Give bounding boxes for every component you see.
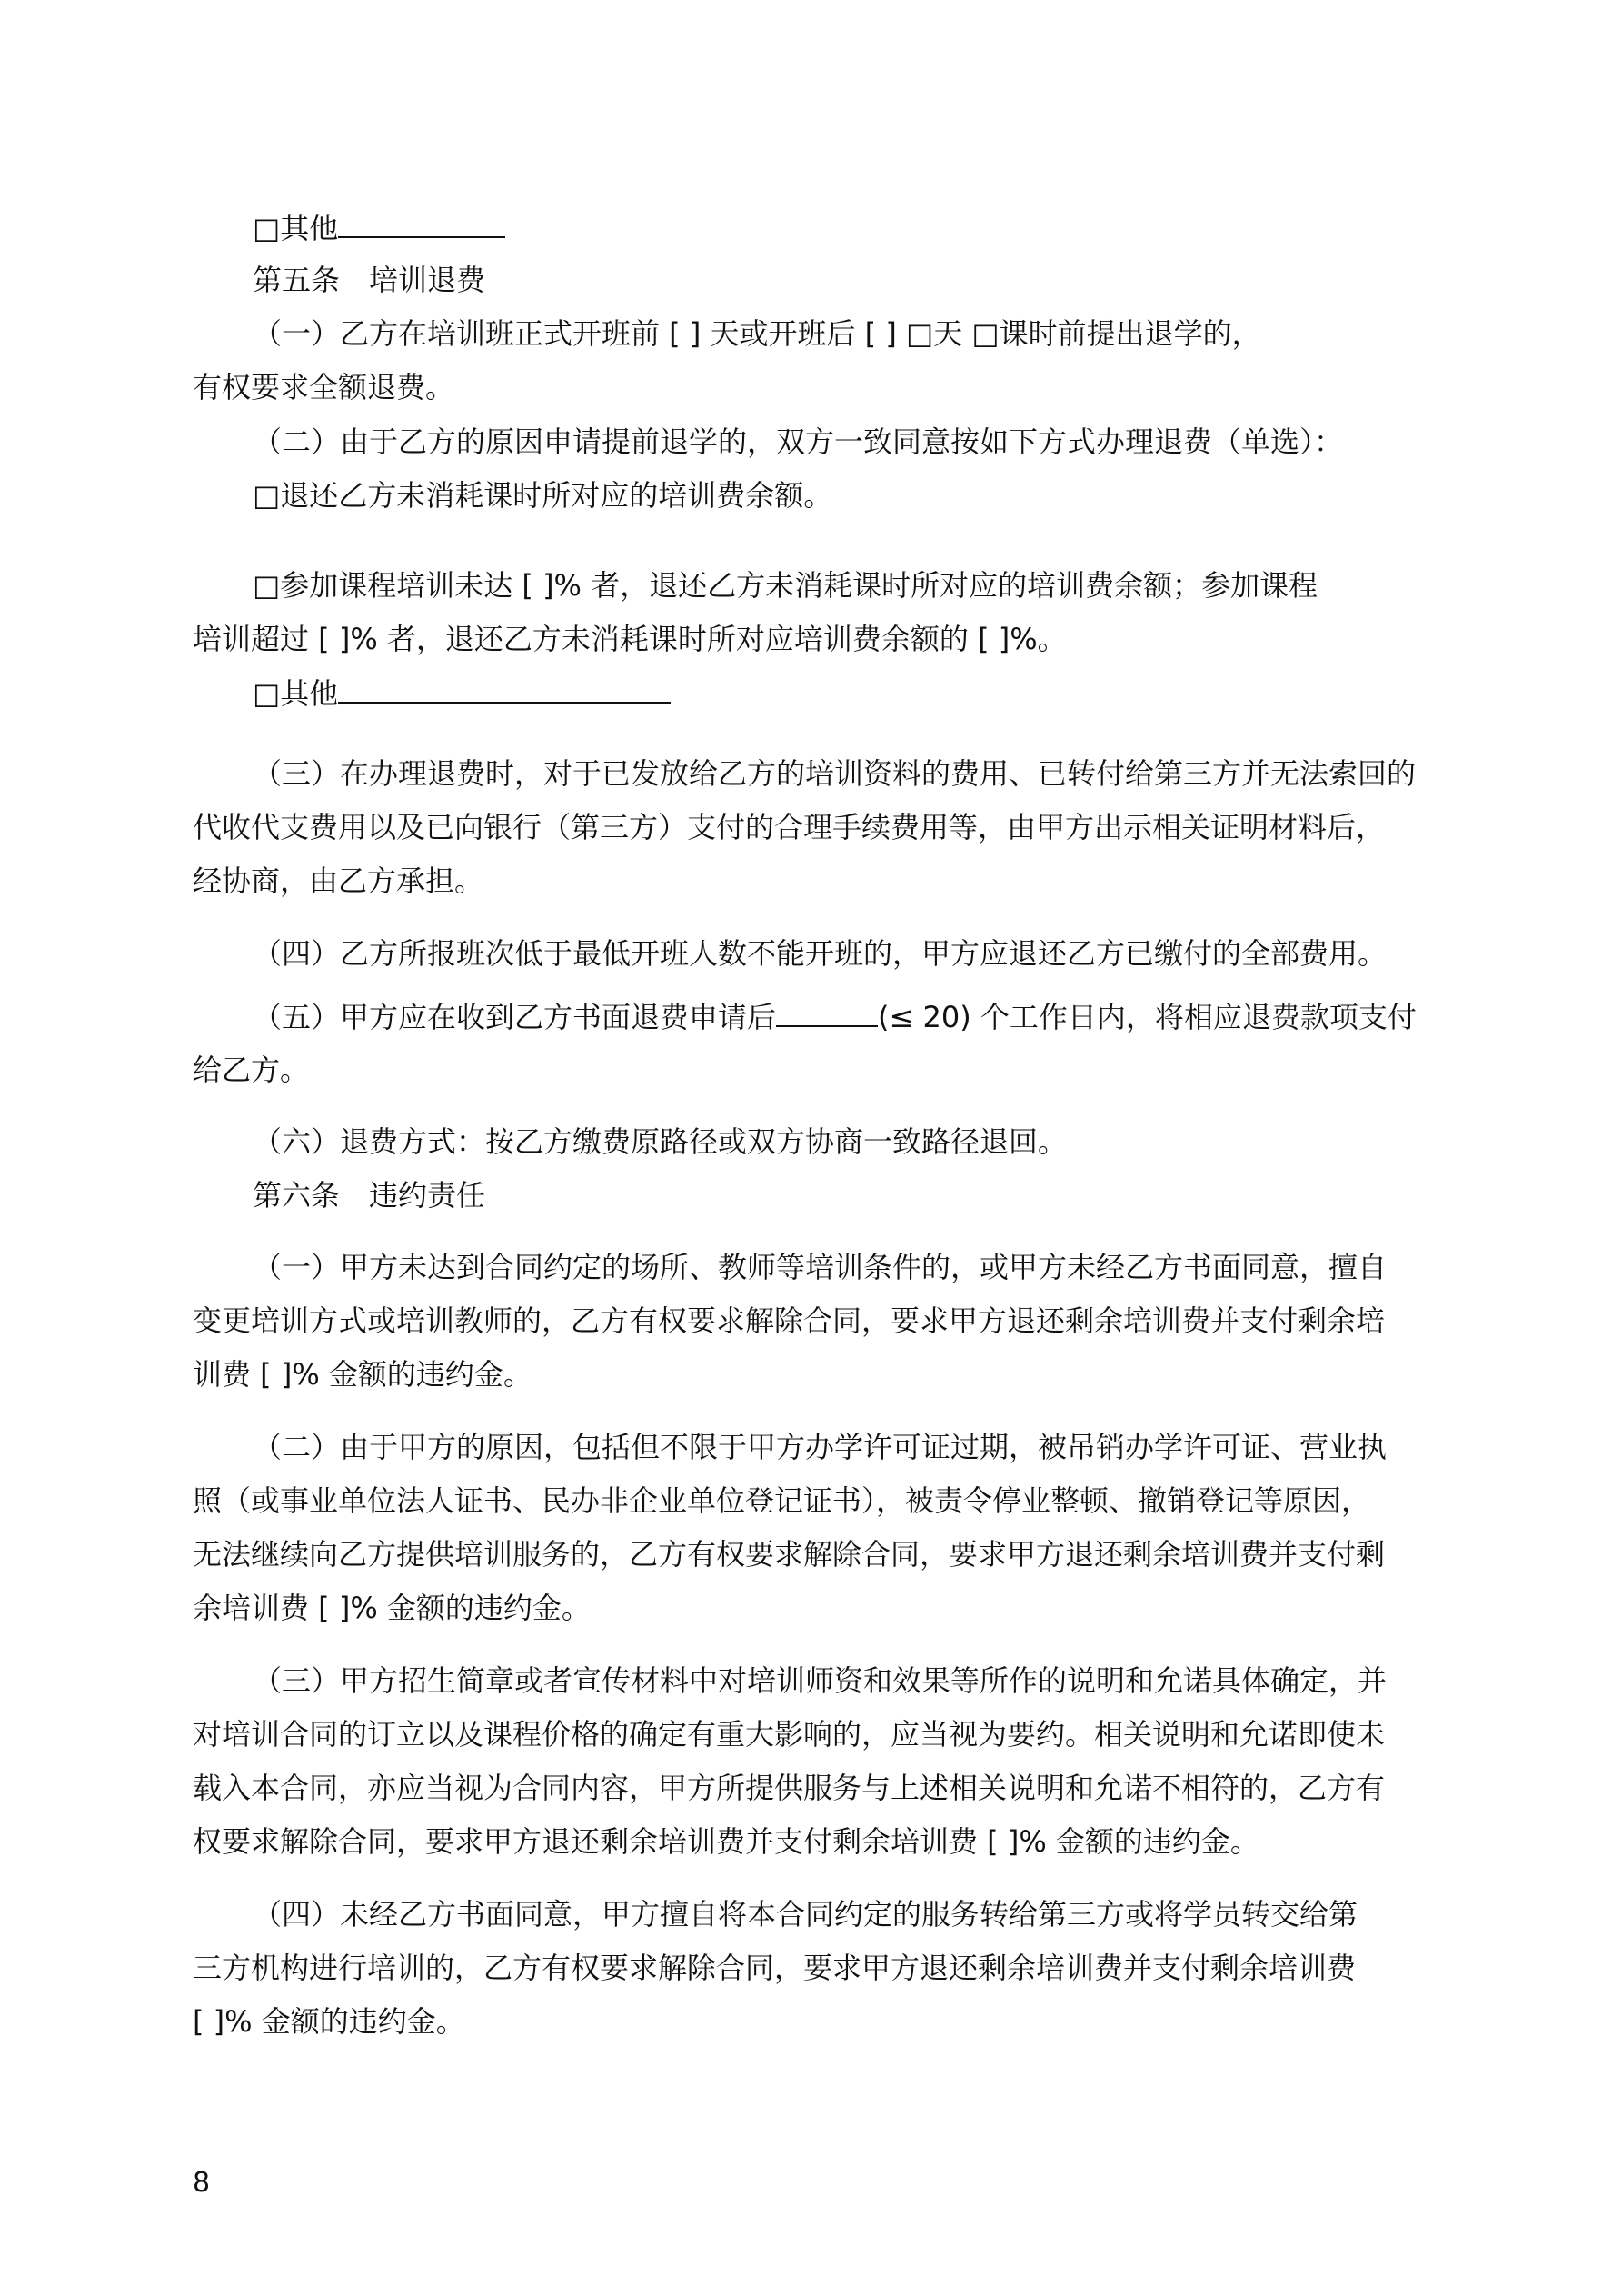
paragraph-line: （四）未经乙方书面同意，甲方擅自将本合同约定的服务转给第三方或将学员转交给第 [253,1897,1358,1932]
paragraph-line: 权要求解除合同，要求甲方退还剩余培训费并支付剩余培训费 [ ]% 金额的违约金。 [193,1824,1259,1859]
other-option-2: □其他 [253,674,671,712]
paragraph-line: （二）由于乙方的原因申请提前退学的，双方一致同意按如下方式办理退费（单选）： [253,424,1344,459]
paragraph-line: 有权要求全额退费。 [193,370,455,404]
paragraph-line: （三）甲方招生简章或者宣传材料中对培训师资和效果等所作的说明和允诺具体确定，并 [253,1663,1388,1698]
fill-blank[interactable] [338,209,505,238]
fill-blank[interactable] [338,674,671,704]
paragraph-line: 训费 [ ]% 金额的违约金。 [193,1357,532,1392]
paragraph-line: 变更培训方式或培训教师的，乙方有权要求解除合同，要求甲方退还剩余培训费并支付剩余培 [193,1303,1386,1338]
paragraph-line: 载入本合同，亦应当视为合同内容，甲方所提供服务与上述相关说明和允诺不相符的，乙方有 [193,1771,1386,1805]
paragraph-line: （五）甲方应在收到乙方书面退费申请后 (≤ 20) 个工作日内，将相应退费款项支付 [253,1000,1417,1034]
paragraph-line: 给乙方。 [193,1053,310,1087]
paragraph-line: 无法继续向乙方提供培训服务的，乙方有权要求解除合同，要求甲方退还剩余培训费并支付剩 [193,1537,1386,1572]
paragraph-line: 照（或事业单位法人证书、民办非企业单位登记证书），被责令停业整顿、撤销登记等原因， [193,1483,1371,1518]
paragraph-line: [ ]% 金额的违约金。 [193,2004,465,2039]
paragraph-line: （一）甲方未达到合同约定的场所、教师等培训条件的，或甲方未经乙方书面同意，擅自 [253,1250,1388,1284]
paragraph-line: 培训超过 [ ]% 者，退还乙方未消耗课时所对应培训费余额的 [ ]%。 [193,622,1067,656]
option-refund-balance: □退还乙方未消耗课时所对应的培训费余额。 [253,478,833,513]
paragraph-line: （三）在办理退费时，对于已发放给乙方的培训资料的费用、已转付给第三方并无法索回的 [253,756,1417,791]
paragraph-line: （一）乙方在培训班正式开班前 [ ] 天或开班后 [ ] □天 □课时前提出退学的， [253,316,1261,351]
article-6-heading: 第六条 违约责任 [253,1178,486,1213]
other-option-1: □其他 [253,209,505,246]
paragraph-line: 经协商，由乙方承担。 [193,863,484,898]
option-percentage: □参加课程培训未达 [ ]% 者，退还乙方未消耗课时所对应的培训费余额；参加课程 [253,568,1318,603]
paragraph-line: 代收代支费用以及已向银行（第三方）支付的合理手续费用等，由甲方出示相关证明材料后， [193,810,1386,844]
paragraph-line: （二）由于甲方的原因，包括但不限于甲方办学许可证过期，被吊销办学许可证、营业执 [253,1430,1388,1464]
article-5-heading: 第五条 培训退费 [253,263,486,297]
paragraph-line: 余培训费 [ ]% 金额的违约金。 [193,1591,591,1625]
page-number: 8 [193,2167,211,2199]
paragraph-line: （六）退费方式：按乙方缴费原路径或双方协商一致路径退回。 [253,1124,1068,1159]
paragraph-line: 对培训合同的订立以及课程价格的确定有重大影响的，应当视为要约。相关说明和允诺即使未 [193,1717,1386,1752]
paragraph-line: 三方机构进行培训的，乙方有权要求解除合同，要求甲方退还剩余培训费并支付剩余培训费 [193,1951,1357,1985]
fill-blank[interactable] [776,998,878,1027]
paragraph-line: （四）乙方所报班次低于最低开班人数不能开班的，甲方应退还乙方已缴付的全部费用。 [253,936,1388,971]
